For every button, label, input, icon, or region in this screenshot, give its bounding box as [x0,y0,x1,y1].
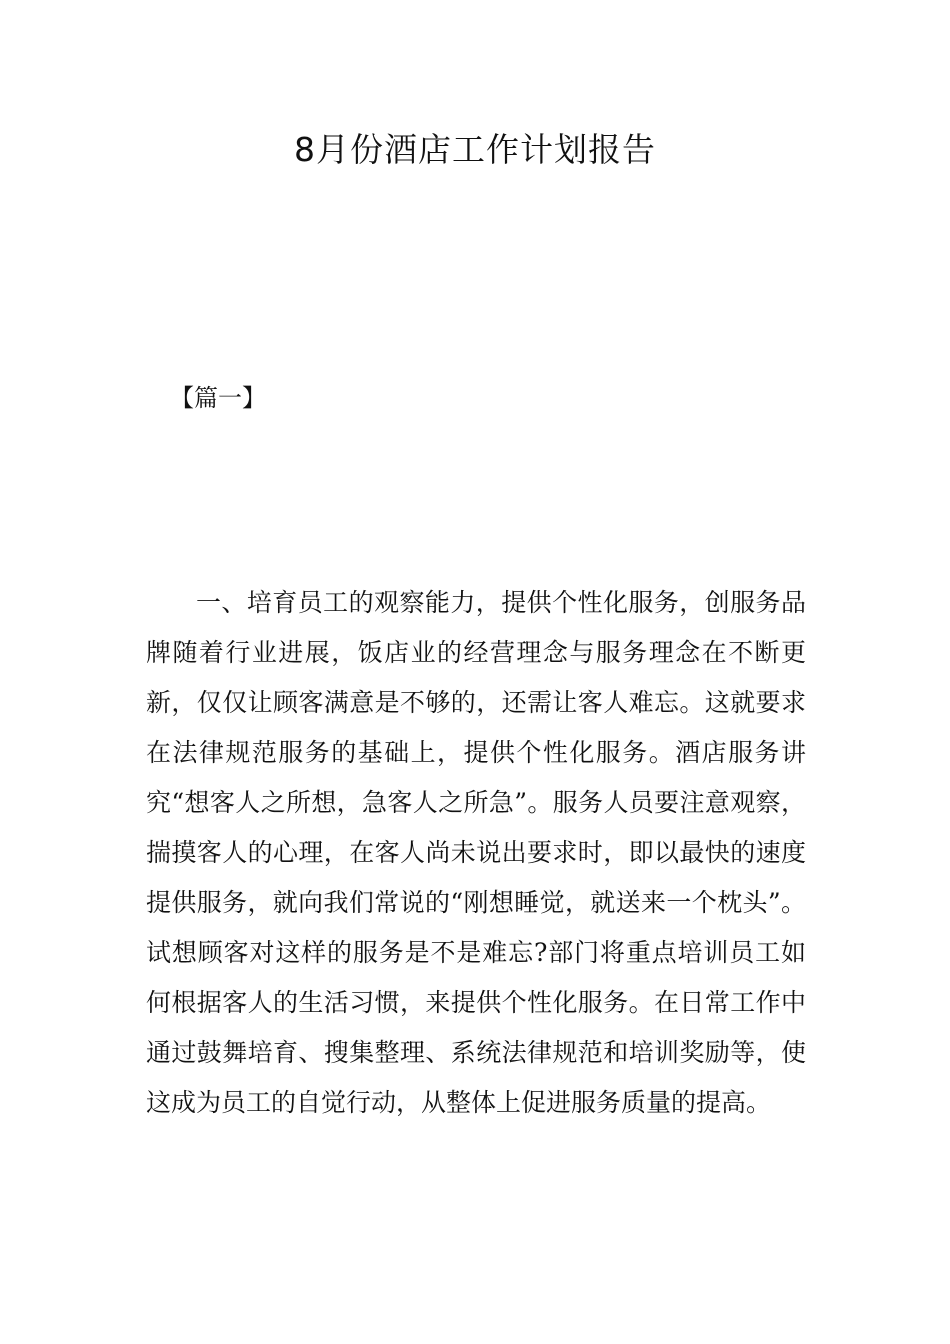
document-title: 8月份酒店工作计划报告 [294,130,656,169]
section-heading: 【篇一】 [170,384,266,412]
body-paragraph: 一、培育员工的观察能力，提供个性化服务，创服务品牌随着行业进展，饭店业的经营理念与服务理念在不断更新，仅仅让顾客满意是不够的，还需让客人难忘。这就要求在法律规范服务的基础上，提供个性化服务。酒店服务讲究“想客人之所想，急客人之所急”。服务人员要注意观察，揣摸客人的心理，在客人尚未说出要求时，即以最快的速度提供服务，就向我们常说的“刚想睡觉，就送来一个枕头”。试想顾客对这样的服务是不是难忘?部门将重点培训员工如何根据客人的生活习惯，来提供个性化服务。在日常工作中通过鼓舞培育、搜集整理、系统法律规范和培训奖励等，使这成为员工的自觉行动，从整体上促进服务质量的提高。 [146,588,806,1117]
